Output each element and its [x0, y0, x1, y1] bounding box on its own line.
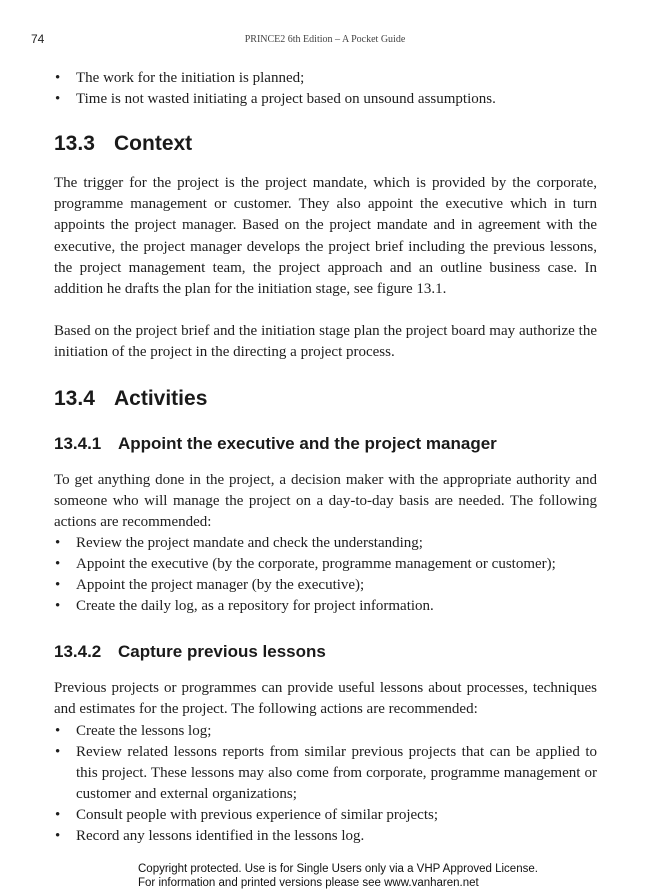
paragraph: Previous projects or programmes can provide useful lessons about processes, techniques and estimates for the project. The following actions are recommended: — [54, 680, 597, 718]
section-number: 13.4 — [54, 386, 95, 410]
intro-bullet-list — [54, 68, 597, 110]
paragraph: To get anything done in the project, a decision maker with the appropriate authority and someone who will manage the project on a day-to-day basis are needed. The following actions are recommended: — [54, 471, 597, 531]
page-number: 74 — [31, 32, 45, 46]
section-heading-context — [54, 132, 597, 156]
list-item: • Appoint the executive (by the corporate, programme management or customer); — [54, 554, 597, 575]
footer-line-info: For information and printed versions please see www.vanharen.net — [138, 877, 479, 889]
list-item: • The work for the initiation is planned; — [54, 68, 597, 89]
list-item: • Appoint the project manager (by the executive); — [54, 575, 597, 596]
section-title: Activities — [114, 386, 208, 410]
running-header: PRINCE2 6th Edition – A Pocket Guide — [244, 34, 406, 45]
section-title: Context — [114, 132, 193, 155]
section-heading-activities — [54, 387, 597, 411]
section-number: 13.3 — [54, 132, 95, 155]
subsection-heading-appoint — [54, 434, 597, 454]
list-item: • Record any lessons identified in the lessons log. — [54, 826, 597, 847]
list-item: • Consult people with previous experience of similar projects; — [54, 805, 597, 826]
subsection-title: Capture previous lessons — [118, 642, 326, 662]
subsection-heading-lessons — [54, 642, 597, 662]
subsection-title: Appoint the executive and the project manager — [118, 433, 497, 453]
list-item: • Review related lessons reports from similar previous projects that can be applied to this project. These lessons may also come from corporate, programme management or customer and external organizations; — [54, 742, 597, 805]
list-item: • Create the lessons log; — [54, 721, 597, 742]
appoint-bullet-list — [54, 533, 597, 617]
paragraph: Based on the project brief and the initiation stage plan the project board may authorize the initiation of the project in the directing a project process. — [54, 323, 597, 361]
subsection-number: 13.4.1 — [54, 433, 102, 453]
paragraph: The trigger for the project is the project mandate, which is provided by the corporate, programme management or customer. They also appoint the executive which in turn appoints the project manager. Based on the project mandate and in agreement with the executive, the project manager develops the project brief including the previous lessons, the project management team, the project approach and an outline business case. In addition he drafts the plan for the initiation stage, see figure 13.1. — [54, 175, 597, 298]
list-item: • Review the project mandate and check the understanding; — [54, 533, 597, 554]
lessons-bullet-list — [54, 721, 597, 847]
footer-line-license: Copyright protected. Use is for Single Users only via a VHP Approved License. — [138, 863, 538, 875]
list-item: • Create the daily log, as a repository for project information. — [54, 596, 597, 617]
copyright-footer — [138, 862, 538, 890]
subsection-number: 13.4.2 — [54, 642, 102, 662]
page-content — [54, 68, 597, 847]
list-item: • Time is not wasted initiating a project based on unsound assumptions. — [54, 89, 597, 110]
